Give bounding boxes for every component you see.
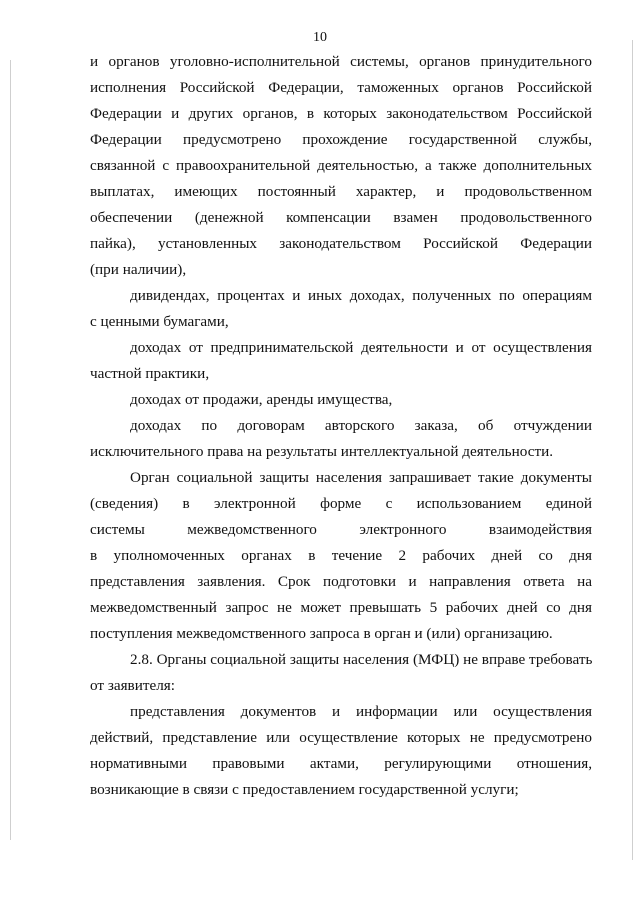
text-line: системы межведомственного электронного взаимодействия (90, 521, 592, 538)
scan-edge-mark-right (632, 40, 633, 860)
text-line: поступления межведомственного запроса в орган и (или) организацию. (90, 625, 553, 642)
text-line: дивидендах, процентах и иных доходах, полученных по операциям (130, 287, 592, 304)
text-line: нормативными правовыми актами, регулирующими отношения, (90, 755, 592, 772)
text-line: действий, представление или осуществление которых не предусмотрено (90, 729, 592, 746)
text-line: от заявителя: (90, 677, 176, 694)
text-line: связанной с правоохранительной деятельностью, а также дополнительных (90, 157, 592, 174)
text-line: исключительного права на результаты интеллектуальной деятельности. (90, 443, 554, 460)
text-line: пайка), установленных законодательством Российской Федерации (90, 235, 592, 252)
text-line: обеспечении (денежной компенсации взамен продовольственного (90, 209, 592, 226)
text-line: межведомственный запрос не может превышать 5 рабочих дней со дня (90, 599, 592, 616)
text-line: исполнения Российской Федерации, таможенных органов Российской (90, 79, 592, 96)
text-line: в уполномоченных органах в течение 2 рабочих дней со дня (90, 547, 592, 564)
text-line: возникающие в связи с предоставлением государственной услуги; (90, 781, 519, 798)
text-line: Орган социальной защиты населения запрашивает такие документы (130, 469, 592, 486)
text-line: доходах от продажи, аренды имущества, (130, 391, 393, 408)
text-line: с ценными бумагами, (90, 313, 229, 330)
scan-edge-mark-left (10, 60, 11, 840)
text-line: представления документов и информации или осуществления (130, 703, 592, 720)
text-line: Федерации предусмотрено прохождение государственной службы, (90, 131, 592, 148)
page-number: 10 (313, 30, 327, 45)
text-line: представления заявления. Срок подготовки и направления ответа на (90, 573, 592, 590)
text-line: частной практики, (90, 365, 210, 382)
text-line: (сведения) в электронной форме с использованием единой (90, 495, 592, 512)
text-line: доходах от предпринимательской деятельности и от осуществления (130, 339, 592, 356)
text-line: доходах по договорам авторского заказа, об отчуждении (130, 417, 592, 434)
text-line: Федерации и других органов, в которых законодательством Российской (90, 105, 592, 122)
text-line: и органов уголовно-исполнительной системы, органов принудительного (90, 53, 592, 70)
text-line: 2.8. Органы социальной защиты населения (МФЦ) не вправе требовать (130, 651, 592, 668)
text-line: выплатах, имеющих постоянный характер, и продовольственном (90, 183, 592, 200)
text-line: (при наличии), (90, 261, 187, 278)
